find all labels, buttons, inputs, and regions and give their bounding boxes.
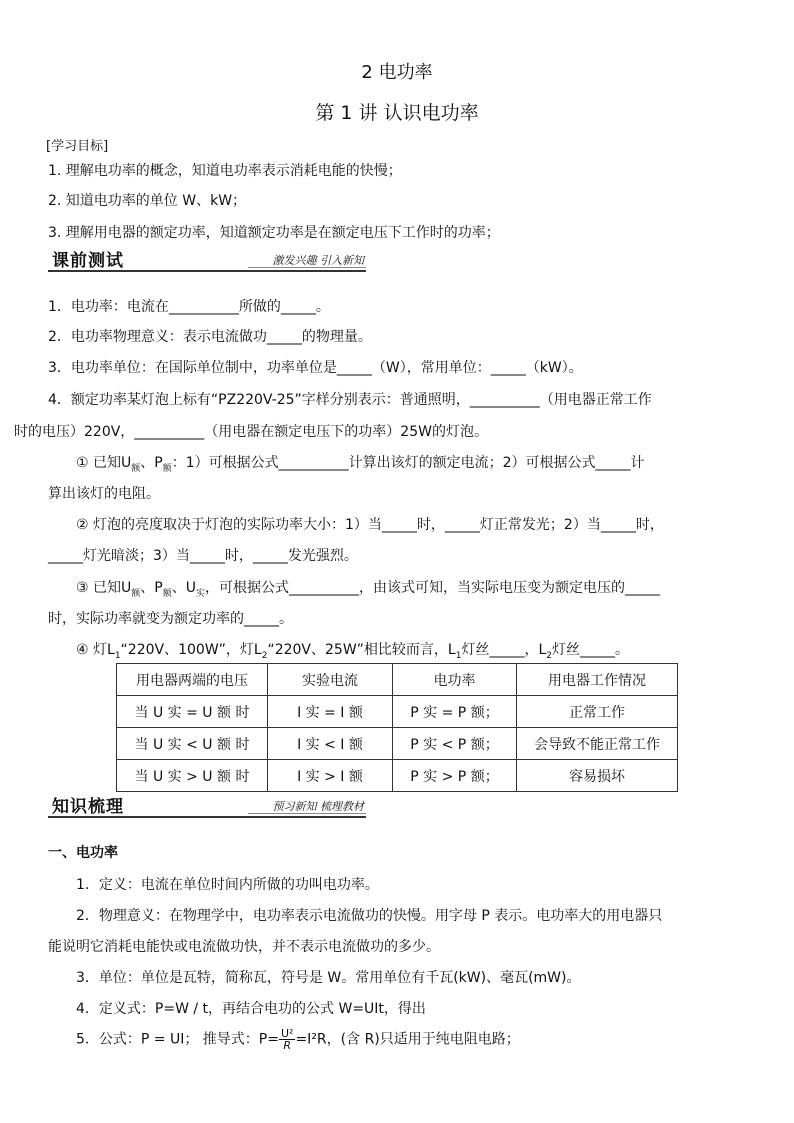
fraction xyxy=(279,1028,295,1051)
pretest-c2-line1: ② 灯泡的亮度取决于灯泡的实际功率大小：1）当_____时，_____灯正常发光；2）当_____时， xyxy=(76,517,664,533)
banner-tagline: 预习新知 梳理教材 xyxy=(272,800,364,813)
table-header: 实验电流 xyxy=(268,664,393,696)
pretest-q1: 1．电功率：电流在__________所做的_____。 xyxy=(48,299,330,315)
banner-rule-thin xyxy=(248,813,366,814)
pretest-c2-line2: _____灯光暗淡；3）当_____时，_____发光强烈。 xyxy=(48,548,358,564)
text-part: 、P xyxy=(140,455,163,471)
fraction-numerator: U² xyxy=(280,1027,294,1040)
text-part: 灯丝_____。 xyxy=(552,642,629,658)
subscript: 额 xyxy=(131,588,141,599)
text-part: ③ 已知U xyxy=(76,580,132,596)
table-header-row xyxy=(117,664,678,696)
table-row xyxy=(117,728,678,760)
table-header: 用电器两端的电压 xyxy=(117,664,268,696)
pretest-q3: 3．电功率单位：在国际单位制中，功率单位是_____（W），常用单位：_____（kW）。 xyxy=(48,360,583,376)
text-part: ，可根据公式__________，由该式可知，当实际电压变为额定电压的_____ xyxy=(205,580,660,596)
table-cell: 当 U 实 = U 额 时 xyxy=(117,696,268,728)
pretest-c4-line xyxy=(76,639,629,661)
section-banner-knowledge xyxy=(48,790,366,820)
banner-rule xyxy=(48,816,366,818)
goal-item-3: 3. 理解用电器的额定功率，知道额定功率是在额定电压下工作时的功率； xyxy=(48,225,500,241)
text-part: =I²R，(含 R)只适用于纯电阻电路； xyxy=(295,1031,520,1048)
goals-header: [学习目标] xyxy=(46,139,109,154)
banner-title: 知识梳理 xyxy=(52,797,124,817)
table-cell: I 实 > I 额 xyxy=(268,760,393,792)
subscript: 额 xyxy=(131,463,141,474)
table-row xyxy=(117,696,678,728)
banner-rule xyxy=(48,270,366,272)
subscript: 1 xyxy=(114,650,121,661)
knowledge-p4: 4．定义式：P=W / t，再结合电功的公式 W=UIt，得出 xyxy=(76,1001,426,1017)
section-banner-pretest xyxy=(48,244,366,274)
table-cell: 容易损坏 xyxy=(517,760,678,792)
lesson-title: 第 1 讲 认识电功率 xyxy=(315,102,479,124)
page-title: 2 电功率 xyxy=(361,62,433,83)
text-part: 、P xyxy=(140,580,163,596)
power-comparison-table xyxy=(116,663,678,792)
table-cell: P 实 = P 额； xyxy=(393,696,517,728)
subscript: 1 xyxy=(455,650,462,661)
knowledge-p2-line2: 能说明它消耗电能快或电流做功快，并不表示电流做功的多少。 xyxy=(48,939,440,955)
text-part: ① 已知U xyxy=(76,455,132,471)
goal-item-2: 2. 知道电功率的单位 W、kW； xyxy=(48,193,247,209)
banner-rule-thin xyxy=(248,267,366,268)
table-header: 用电器工作情况 xyxy=(517,664,678,696)
text-part: 、U xyxy=(171,580,196,596)
pretest-q4-line1: 4．额定功率某灯泡上标有“PZ220V-25”字样分别表示：普通照明，__________（用电器正常工作 xyxy=(48,392,652,408)
knowledge-p5 xyxy=(76,1028,520,1051)
table-cell: P 实 < P 额； xyxy=(393,728,517,760)
knowledge-p3: 3．单位：单位是瓦特，简称瓦，符号是 W。常用单位有千瓦(kW)、毫瓦(mW)。 xyxy=(76,970,581,986)
pretest-c1-line1 xyxy=(76,452,645,474)
pretest-c3-line2: 时，实际功率就变为额定功率的_____。 xyxy=(48,611,293,627)
table-row xyxy=(117,760,678,792)
text-part: ④ 灯L xyxy=(76,642,115,658)
table-cell: I 实 = I 额 xyxy=(268,696,393,728)
banner-title: 课前测试 xyxy=(52,251,124,271)
table-cell: 正常工作 xyxy=(517,696,678,728)
text-part: “220V、100W”，灯L xyxy=(120,642,262,658)
table-cell: P 实 > P 额； xyxy=(393,760,517,792)
text-part: “220V、25W”相比较而言，L xyxy=(267,642,456,658)
subscript: 实 xyxy=(195,588,205,599)
banner-tagline: 激发兴趣 引入新知 xyxy=(272,254,364,267)
table-cell: 会导致不能正常工作 xyxy=(517,728,678,760)
text-part: 灯丝_____，L xyxy=(461,642,547,658)
fraction-denominator: R xyxy=(283,1039,292,1052)
table-header: 电功率 xyxy=(393,664,517,696)
knowledge-p2-line1: 2．物理意义：在物理学中，电功率表示电流做功的快慢。用字母 P 表示。电功率大的用电器只 xyxy=(76,908,663,924)
subscript: 2 xyxy=(261,650,268,661)
text-part: ：1）可根据公式__________计算出该灯的额定电流；2）可根据公式_____计 xyxy=(171,455,645,471)
pretest-c3-line1 xyxy=(76,577,660,599)
pretest-q2: 2．电功率物理意义：表示电流做功_____的物理量。 xyxy=(48,329,372,345)
subscript: 额 xyxy=(162,588,172,599)
section-heading: 一、电功率 xyxy=(48,845,118,861)
pretest-q4-line2: 时的电压）220V，__________（用电器在额定电压下的功率）25W的灯泡。 xyxy=(14,424,488,440)
subscript: 2 xyxy=(546,650,552,661)
table-cell: 当 U 实 < U 额 时 xyxy=(117,728,268,760)
table-cell: 当 U 实 > U 额 时 xyxy=(117,760,268,792)
pretest-c1-line2: 算出该灯的电阻。 xyxy=(48,486,160,502)
table-cell: I 实 < I 额 xyxy=(268,728,393,760)
subscript: 额 xyxy=(162,463,172,474)
goal-item-1: 1. 理解电功率的概念，知道电功率表示消耗电能的快慢； xyxy=(48,163,402,179)
text-part: 5．公式：P = UI； 推导式：P= xyxy=(76,1031,279,1048)
knowledge-p1: 1．定义：电流在单位时间内所做的功叫电功率。 xyxy=(76,877,379,893)
